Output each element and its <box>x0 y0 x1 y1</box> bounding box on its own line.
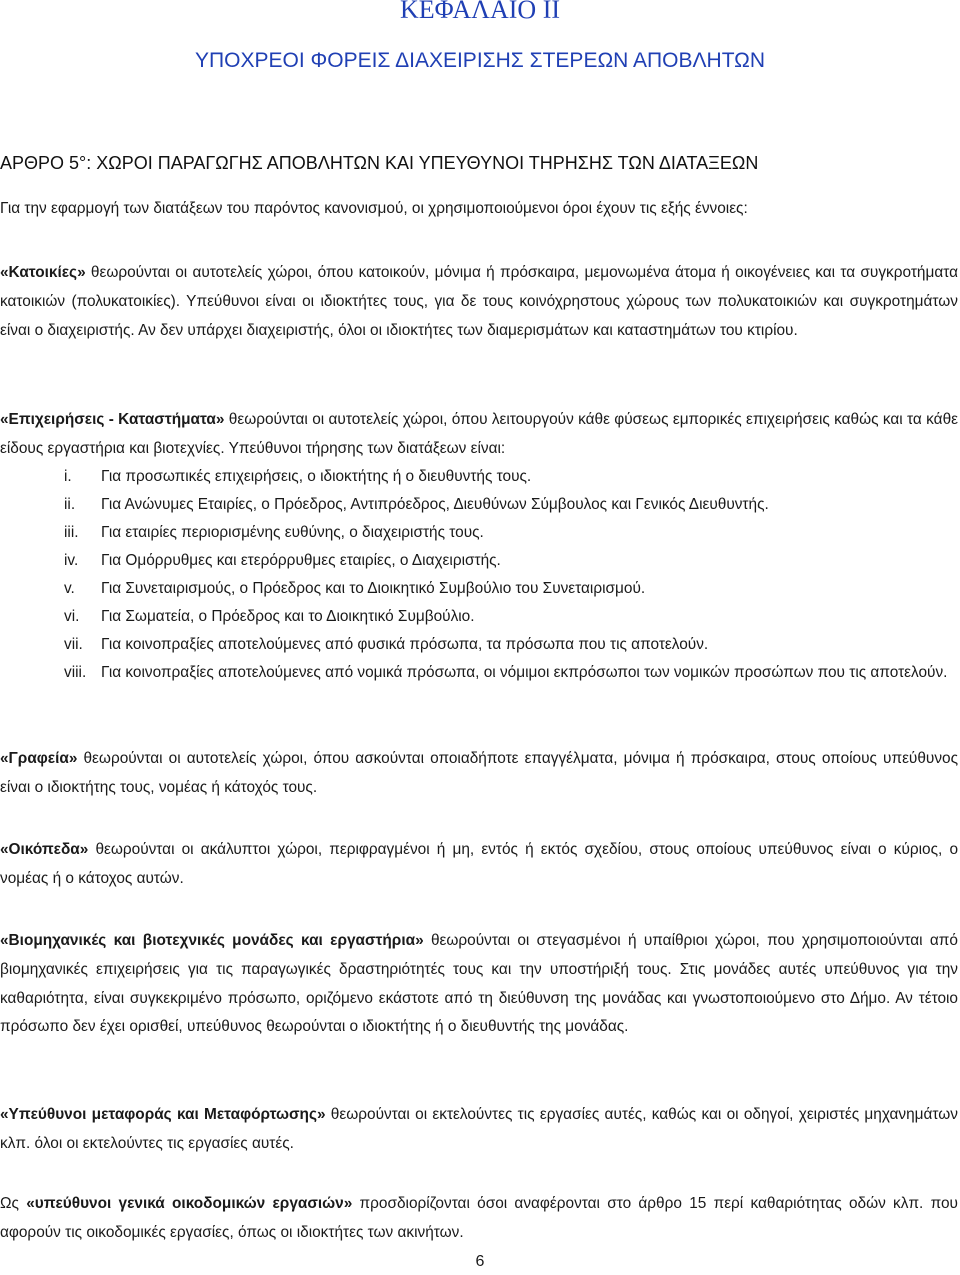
list-item-text: Για Ομόρρυθμες και ετερόρρυθμες εταιρίες, ο Διαχειριστής. <box>101 552 501 569</box>
list-item <box>0 491 958 519</box>
paragraph-viomixanikes <box>0 927 958 1042</box>
article-title: ΑΡΘΡΟ 5°: ΧΩΡΟΙ ΠΑΡΑΓΩΓΗΣ ΑΠΟΒΛΗΤΩΝ ΚΑΙ ΥΠΕΥΘΥΝΟΙ ΤΗΡΗΣΗΣ ΤΩΝ ΔΙΑΤΑΞΕΩΝ <box>0 153 759 173</box>
text-grafeia: θεωρούνται οι αυτοτελείς χώροι, όπου ασκούνται οποιαδήποτε επαγγέλματα, μόνιμα ή πρόσκαιρα, στους οποίους υπεύθυνος είναι ο ιδιοκτήτης τους, νομέας ή κάτοχός τους. <box>0 750 958 796</box>
paragraph-epixeiriseis <box>0 406 958 464</box>
list-item-number: vii. <box>64 636 83 653</box>
list-item-number: iv. <box>64 552 79 569</box>
list-item-text: Για Ανώνυμες Εταιρίες, ο Πρόεδρος, Αντιπρόεδρος, Διευθύνων Σύμβουλος και Γενικός Διευθυντής. <box>101 496 769 513</box>
text-oikodomikon: προσδιορίζονται όσοι αναφέρονται στο άρθρο 15 περί καθαριότητας οδών κλπ. που αφορούν τις οικοδομικές εργασίες, όπως οι ιδιοκτήτες των ακινήτων. <box>0 1195 958 1241</box>
paragraph-oikodomikon <box>0 1190 958 1248</box>
term-katoikies: «Κατοικίες» <box>0 264 86 281</box>
paragraph-grafeia <box>0 745 958 803</box>
list-item-number: iii. <box>64 524 79 541</box>
term-oikodomikon: «υπεύθυνοι γενικά οικοδομικών εργασιών» <box>26 1195 353 1212</box>
term-oikopeda: «Οικόπεδα» <box>0 841 89 858</box>
text-viomixanikes: θεωρούνται οι στεγασμένοι ή υπαίθριοι χώροι, που χρησιμοποιούνται από βιομηχανικές επιχειρήσεις για τις παραγωγικές δραστηριότητές τους και την υποστήριξή τους. Στις μονάδες αυτές υπεύθυνος για την καθαριότητα, είναι συγκεκριμένο πρόσωπο, οριζόμενο εκάστοτε από τη διεύθυνση της μονάδας και γνωστοποιούμενο στο Δήμο. Αν τέτοιο πρόσωπο δεν έχει ορισθεί, υπεύθυνος θεωρούνται ο ιδιοκτήτης ή ο διευθυντής της μονάδας. <box>0 932 958 1036</box>
text-epixeiriseis: θεωρούνται οι αυτοτελείς χώροι, όπου λειτουργούν κάθε φύσεως εμπορικές επιχειρήσεις καθώς και τα κάθε είδους εργαστήρια και βιοτεχνίες. Υπεύθυνοι τήρησης των διατάξεων είναι: <box>0 411 958 457</box>
list-item-number: i. <box>64 468 72 485</box>
intro-paragraph: Για την εφαρμογή των διατάξεων του παρόντος κανονισμού, οι χρησιμοποιούμενοι όροι έχουν τις εξής έννοιες: <box>0 200 748 217</box>
paragraph-metaforas <box>0 1101 958 1159</box>
term-metaforas: «Υπεύθυνοι μεταφοράς και Μεταφόρτωσης» <box>0 1106 326 1123</box>
prefix-oikodomikon: Ως <box>0 1195 27 1212</box>
list-item <box>0 463 958 491</box>
chapter-title: ΚΕΦΑΛΑΙΟ ΙΙ <box>399 0 561 24</box>
list-item-text: Για προσωπικές επιχειρήσεις, ο ιδιοκτήτης ή ο διευθυντής τους. <box>101 468 532 485</box>
text-katoikies: θεωρούνται οι αυτοτελείς χώροι, όπου κατοικούν, μόνιμα ή πρόσκαιρα, μεμονωμένα άτομα ή οικογένειες και τα συγκροτήματα κατοικιών (πολυκατοικίες). Υπεύθυνοι είναι οι ιδιοκτήτες τους, για δε τους κοινόχρηστους χώρους των πολυκατοικιών και συγκροτημάτων είναι ο διαχειριστής. Αν δεν υπάρχει διαχειριστής, όλοι οι ιδιοκτήτες των διαμερισμάτων και καταστημάτων του κτιρίου. <box>0 264 958 339</box>
list-item <box>0 631 958 659</box>
paragraph-katoikies <box>0 259 958 345</box>
list-item-text: Για εταιρίες περιορισμένης ευθύνης, ο διαχειριστής τους. <box>101 524 484 541</box>
list-item-number: ii. <box>64 496 76 513</box>
text-metaforas: θεωρούνται οι εκτελούντες τις εργασίες αυτές, καθώς και οι οδηγοί, χειριστές μηχανημάτων κλπ. όλοι οι εκτελούντες τις εργασίες αυτές. <box>0 1106 958 1152</box>
list-item-text: Για Σωματεία, ο Πρόεδρος και το Διοικητικό Συμβούλιο. <box>101 608 475 625</box>
list-item <box>0 519 958 547</box>
list-item-text: Για Συνεταιρισμούς, ο Πρόεδρος και το Διοικητικό Συμβούλιο του Συνεταιρισμού. <box>101 580 646 597</box>
list-item-number: viii. <box>64 664 87 681</box>
term-grafeia: «Γραφεία» <box>0 750 78 767</box>
list-item-number: v. <box>64 580 75 597</box>
term-viomixanikes: «Βιομηχανικές και βιοτεχνικές μονάδες και εργαστήρια» <box>0 932 424 949</box>
list-item-text: Για κοινοπραξίες αποτελούμενες από νομικά πρόσωπα, οι νόμιμοι εκπρόσωποι των νομικών προσώπων που τις αποτελούν. <box>101 664 948 681</box>
text-oikopeda: θεωρούνται οι ακάλυπτοι χώροι, περιφραγμένοι ή μη, εντός ή εκτός σχεδίου, στους οποίους υπεύθυνος είναι ο κύριος, ο νομέας ή ο κάτοχος αυτών. <box>0 841 958 887</box>
page-number: 6 <box>475 1253 485 1270</box>
term-epixeiriseis: «Επιχειρήσεις - Καταστήματα» <box>0 411 225 428</box>
list-item <box>0 547 958 575</box>
list-item <box>0 603 958 631</box>
list-item <box>0 659 958 687</box>
chapter-subtitle: ΥΠΟΧΡΕΟΙ ΦΟΡΕΙΣ ΔΙΑΧΕΙΡΙΣΗΣ ΣΤΕΡΕΩΝ ΑΠΟΒΛΗΤΩΝ <box>194 49 766 72</box>
paragraph-oikopeda <box>0 836 958 894</box>
list-item-text: Για κοινοπραξίες αποτελούμενες από φυσικά πρόσωπα, τα πρόσωπα που τις αποτελούν. <box>101 636 709 653</box>
list-item-number: vi. <box>64 608 80 625</box>
list-item <box>0 575 958 603</box>
responsibles-list <box>0 463 958 687</box>
